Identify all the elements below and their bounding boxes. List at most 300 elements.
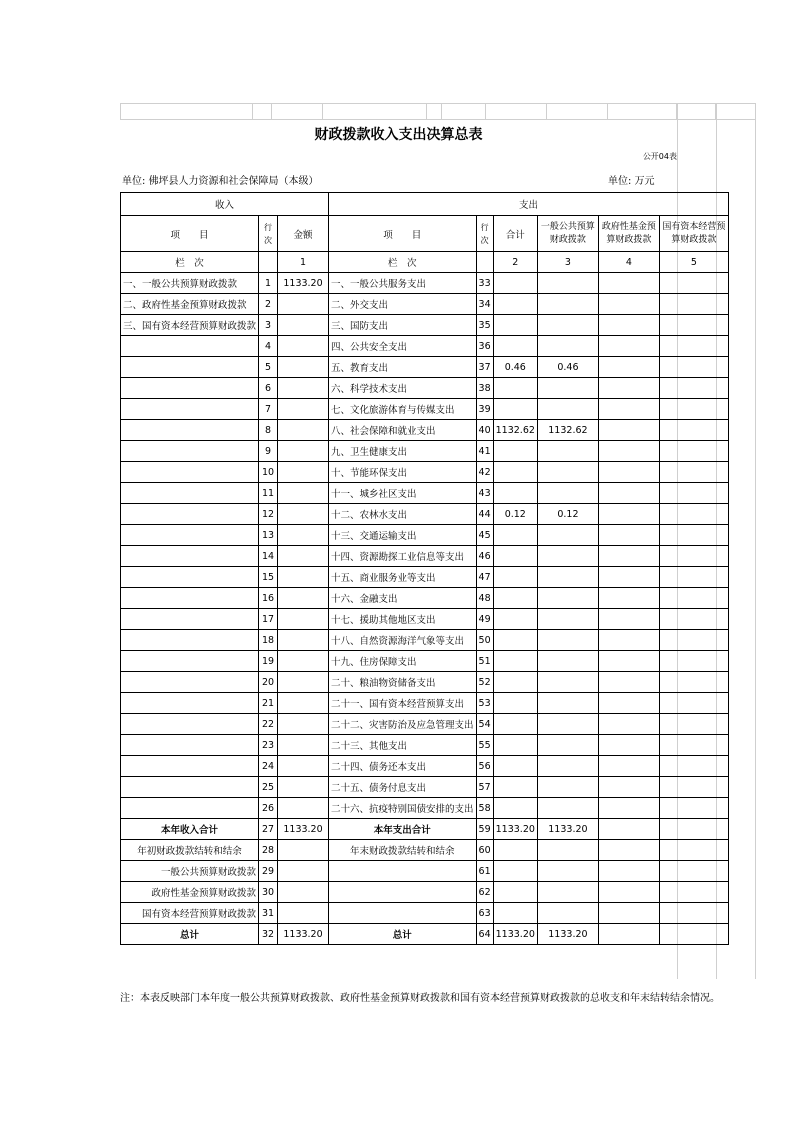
general-budget-amount (537, 483, 598, 504)
income-item (121, 546, 259, 567)
expense-line: 56 (476, 756, 493, 777)
state-capital-amount (659, 924, 728, 945)
income-line: 5 (259, 357, 278, 378)
state-capital-amount (659, 777, 728, 798)
expense-line: 64 (476, 924, 493, 945)
expense-item (329, 861, 477, 882)
income-item (121, 336, 259, 357)
col-number-2: 2 (493, 252, 537, 273)
grid-cell (547, 103, 608, 120)
expense-item: 二十三、其他支出 (329, 735, 477, 756)
income-line: 7 (259, 399, 278, 420)
income-amount (278, 336, 329, 357)
income-item (121, 756, 259, 777)
grid-cell (253, 103, 272, 120)
income-item-header: 项 目 (121, 216, 259, 252)
expense-line: 33 (476, 273, 493, 294)
state-capital-amount (659, 609, 728, 630)
empty-cell (476, 252, 493, 273)
state-capital-amount (659, 714, 728, 735)
income-item (121, 378, 259, 399)
general-budget-amount: 1133.20 (537, 819, 598, 840)
col-number-3: 3 (537, 252, 598, 273)
state-capital-amount (659, 357, 728, 378)
general-budget-amount (537, 630, 598, 651)
total-amount: 1133.20 (493, 924, 537, 945)
total-amount (493, 441, 537, 462)
table-row (121, 357, 729, 378)
income-amount-header: 金额 (278, 216, 329, 252)
general-budget-amount (537, 861, 598, 882)
gov-fund-amount (598, 630, 659, 651)
expense-item: 二十五、债务付息支出 (329, 777, 477, 798)
income-amount (278, 714, 329, 735)
income-line: 8 (259, 420, 278, 441)
grid-cell (486, 103, 547, 120)
table-row (121, 567, 729, 588)
expense-item: 十七、援助其他地区支出 (329, 609, 477, 630)
expense-line: 45 (476, 525, 493, 546)
total-amount: 1132.62 (493, 420, 537, 441)
total-amount (493, 273, 537, 294)
gov-fund-amount (598, 735, 659, 756)
expense-item: 十八、自然资源海洋气象等支出 (329, 630, 477, 651)
income-item (121, 504, 259, 525)
state-capital-amount (659, 903, 728, 924)
state-capital-amount (659, 630, 728, 651)
table-row (121, 441, 729, 462)
gov-fund-amount (598, 294, 659, 315)
income-item: 本年收入合计 (121, 819, 259, 840)
general-budget-amount (537, 714, 598, 735)
expense-line: 53 (476, 693, 493, 714)
gov-fund-amount (598, 378, 659, 399)
income-amount (278, 588, 329, 609)
income-item: 年初财政拨款结转和结余 (121, 840, 259, 861)
income-line: 13 (259, 525, 278, 546)
income-amount (278, 357, 329, 378)
total-amount (493, 861, 537, 882)
income-amount (278, 777, 329, 798)
total-amount (493, 546, 537, 567)
top-empty-grid-row (120, 103, 756, 120)
income-amount (278, 378, 329, 399)
income-item: 一、一般公共预算财政拨款 (121, 273, 259, 294)
income-item: 政府性基金预算财政拨款 (121, 882, 259, 903)
income-line: 28 (259, 840, 278, 861)
general-budget-amount (537, 735, 598, 756)
total-amount: 0.46 (493, 357, 537, 378)
income-item (121, 567, 259, 588)
income-line: 18 (259, 630, 278, 651)
state-capital-amount (659, 483, 728, 504)
expense-line: 48 (476, 588, 493, 609)
gov-fund-amount (598, 504, 659, 525)
gov-fund-amount (598, 756, 659, 777)
income-item (121, 441, 259, 462)
income-amount (278, 462, 329, 483)
income-item (121, 525, 259, 546)
total-amount (493, 777, 537, 798)
general-budget-amount (537, 567, 598, 588)
income-line: 6 (259, 378, 278, 399)
expense-item: 八、社会保障和就业支出 (329, 420, 477, 441)
income-amount (278, 651, 329, 672)
expense-item: 十一、城乡社区支出 (329, 483, 477, 504)
total-amount (493, 840, 537, 861)
gov-fund-amount (598, 399, 659, 420)
table-row (121, 924, 729, 945)
expense-item: 二十二、灾害防治及应急管理支出 (329, 714, 477, 735)
income-amount (278, 903, 329, 924)
table-row (121, 273, 729, 294)
total-amount (493, 756, 537, 777)
expense-line: 59 (476, 819, 493, 840)
expense-line: 47 (476, 567, 493, 588)
state-capital-amount (659, 651, 728, 672)
income-item (121, 357, 259, 378)
total-amount (493, 315, 537, 336)
expense-item: 二十六、抗疫特别国债安排的支出 (329, 798, 477, 819)
table-row (121, 294, 729, 315)
income-amount (278, 483, 329, 504)
income-line: 24 (259, 756, 278, 777)
expense-line: 54 (476, 714, 493, 735)
total-amount (493, 588, 537, 609)
gov-fund-amount (598, 609, 659, 630)
expense-line: 55 (476, 735, 493, 756)
table-row (121, 693, 729, 714)
gov-fund-amount (598, 525, 659, 546)
expense-item (329, 903, 477, 924)
income-line: 30 (259, 882, 278, 903)
income-amount (278, 882, 329, 903)
state-capital-amount (659, 693, 728, 714)
total-amount (493, 630, 537, 651)
total-amount: 0.12 (493, 504, 537, 525)
income-amount (278, 315, 329, 336)
expense-item: 二十一、国有资本经营预算支出 (329, 693, 477, 714)
gov-fund-amount (598, 336, 659, 357)
table-row (121, 546, 729, 567)
expense-line: 52 (476, 672, 493, 693)
expense-line: 38 (476, 378, 493, 399)
income-item: 三、国有资本经营预算财政拨款 (121, 315, 259, 336)
expense-item: 十九、住房保障支出 (329, 651, 477, 672)
page-title: 财政拨款收入支出决算总表 (314, 127, 483, 143)
state-capital-amount (659, 546, 728, 567)
expense-item: 十三、交通运输支出 (329, 525, 477, 546)
grid-cell (272, 103, 323, 120)
expense-line: 34 (476, 294, 493, 315)
gov-fund-amount (598, 462, 659, 483)
total-amount (493, 378, 537, 399)
income-item (121, 798, 259, 819)
table-row (121, 483, 729, 504)
income-line: 22 (259, 714, 278, 735)
table-row (121, 462, 729, 483)
income-line: 17 (259, 609, 278, 630)
total-amount (493, 672, 537, 693)
footnote: 注：本表反映部门本年度一般公共预算财政拨款、政府性基金预算财政拨款和国有资本经营预算财政拨款的总收支和年末结转结余情况。 (120, 993, 720, 1004)
expense-line: 43 (476, 483, 493, 504)
col-label-2: 栏 次 (329, 252, 477, 273)
total-amount (493, 714, 537, 735)
header-row-sections (121, 193, 729, 216)
expense-line: 41 (476, 441, 493, 462)
expense-item: 十、节能环保支出 (329, 462, 477, 483)
state-capital-amount (659, 672, 728, 693)
expense-line-header: 行次 (476, 216, 493, 252)
gov-fund-amount (598, 567, 659, 588)
general-budget-header: 一般公共预算财政拨款 (537, 216, 598, 252)
gov-fund-amount (598, 777, 659, 798)
income-amount (278, 735, 329, 756)
total-amount: 1133.20 (493, 819, 537, 840)
income-amount: 1133.20 (278, 924, 329, 945)
table-row (121, 819, 729, 840)
expense-line: 60 (476, 840, 493, 861)
expense-item: 三、国防支出 (329, 315, 477, 336)
expense-item: 十二、农林水支出 (329, 504, 477, 525)
general-budget-amount: 1132.62 (537, 420, 598, 441)
general-budget-amount (537, 378, 598, 399)
state-capital-amount (659, 798, 728, 819)
budget-table (120, 192, 729, 945)
grid-cell (608, 103, 677, 120)
income-item (121, 462, 259, 483)
gov-fund-amount (598, 546, 659, 567)
general-budget-amount (537, 273, 598, 294)
gov-fund-amount (598, 903, 659, 924)
income-line: 21 (259, 693, 278, 714)
gov-fund-amount (598, 861, 659, 882)
income-line: 16 (259, 588, 278, 609)
income-amount (278, 798, 329, 819)
expense-line: 51 (476, 651, 493, 672)
income-line: 32 (259, 924, 278, 945)
expense-line: 57 (476, 777, 493, 798)
income-item (121, 735, 259, 756)
grid-cell (120, 103, 253, 120)
total-amount (493, 651, 537, 672)
income-amount (278, 504, 329, 525)
general-budget-amount (537, 462, 598, 483)
expense-item: 九、卫生健康支出 (329, 441, 477, 462)
income-item (121, 399, 259, 420)
income-amount (278, 861, 329, 882)
general-budget-amount (537, 756, 598, 777)
total-amount (493, 693, 537, 714)
income-line: 4 (259, 336, 278, 357)
expense-item: 六、科学技术支出 (329, 378, 477, 399)
income-amount (278, 567, 329, 588)
table-row (121, 336, 729, 357)
table-row (121, 777, 729, 798)
expense-item: 二十四、债务还本支出 (329, 756, 477, 777)
general-budget-amount (537, 777, 598, 798)
table-row (121, 861, 729, 882)
general-budget-amount (537, 672, 598, 693)
general-budget-amount (537, 882, 598, 903)
expense-line: 44 (476, 504, 493, 525)
general-budget-amount: 1133.20 (537, 924, 598, 945)
state-capital-amount (659, 294, 728, 315)
form-code: 公开04表 (642, 152, 677, 161)
gov-fund-amount (598, 651, 659, 672)
income-line: 1 (259, 273, 278, 294)
col-number-5: 5 (659, 252, 728, 273)
gov-fund-header: 政府性基金预算财政拨款 (598, 216, 659, 252)
col-label: 栏 次 (121, 252, 259, 273)
total-header: 合计 (493, 216, 537, 252)
state-capital-amount (659, 588, 728, 609)
gov-fund-amount (598, 882, 659, 903)
expense-item: 年末财政拨款结转和结余 (329, 840, 477, 861)
income-line: 9 (259, 441, 278, 462)
income-amount (278, 630, 329, 651)
income-amount (278, 294, 329, 315)
state-capital-amount (659, 882, 728, 903)
expense-line: 62 (476, 882, 493, 903)
general-budget-amount (537, 546, 598, 567)
expense-line: 58 (476, 798, 493, 819)
table-row (121, 504, 729, 525)
gov-fund-amount (598, 819, 659, 840)
income-header: 收入 (121, 193, 329, 216)
table-row (121, 798, 729, 819)
header-row-columns (121, 216, 729, 252)
income-line: 27 (259, 819, 278, 840)
general-budget-amount (537, 588, 598, 609)
income-line: 23 (259, 735, 278, 756)
gov-fund-amount (598, 588, 659, 609)
general-budget-amount (537, 903, 598, 924)
table-row (121, 903, 729, 924)
state-capital-amount (659, 567, 728, 588)
expense-line: 36 (476, 336, 493, 357)
expense-header: 支出 (329, 193, 729, 216)
state-capital-amount (659, 378, 728, 399)
grid-cell (427, 103, 442, 120)
income-line: 15 (259, 567, 278, 588)
income-line: 20 (259, 672, 278, 693)
general-budget-amount (537, 840, 598, 861)
income-item (121, 420, 259, 441)
expense-item (329, 882, 477, 903)
state-capital-amount (659, 735, 728, 756)
table-row (121, 525, 729, 546)
income-line: 19 (259, 651, 278, 672)
income-amount (278, 840, 329, 861)
expense-line: 46 (476, 546, 493, 567)
expense-line: 61 (476, 861, 493, 882)
income-amount (278, 441, 329, 462)
general-budget-amount (537, 525, 598, 546)
state-capital-amount (659, 441, 728, 462)
general-budget-amount (537, 315, 598, 336)
col-number-1: 1 (278, 252, 329, 273)
table-row (121, 399, 729, 420)
table-row (121, 378, 729, 399)
general-budget-amount (537, 693, 598, 714)
income-amount (278, 672, 329, 693)
table-row (121, 756, 729, 777)
table-row (121, 420, 729, 441)
expense-item: 二、外交支出 (329, 294, 477, 315)
table-row (121, 735, 729, 756)
expense-line: 50 (476, 630, 493, 651)
income-item (121, 777, 259, 798)
gov-fund-amount (598, 840, 659, 861)
income-amount (278, 609, 329, 630)
income-amount (278, 525, 329, 546)
income-line: 2 (259, 294, 278, 315)
income-line: 31 (259, 903, 278, 924)
income-item (121, 693, 259, 714)
expense-line: 42 (476, 462, 493, 483)
state-capital-amount (659, 420, 728, 441)
expense-item: 五、教育支出 (329, 357, 477, 378)
col-number-4: 4 (598, 252, 659, 273)
expense-item: 本年支出合计 (329, 819, 477, 840)
income-item (121, 588, 259, 609)
total-amount (493, 399, 537, 420)
total-amount (493, 609, 537, 630)
expense-line: 63 (476, 903, 493, 924)
income-line-header: 行次 (259, 216, 278, 252)
gov-fund-amount (598, 924, 659, 945)
table-row (121, 882, 729, 903)
expense-line: 37 (476, 357, 493, 378)
general-budget-amount: 0.46 (537, 357, 598, 378)
expense-line: 35 (476, 315, 493, 336)
expense-item: 一、一般公共服务支出 (329, 273, 477, 294)
income-line: 14 (259, 546, 278, 567)
gov-fund-amount (598, 714, 659, 735)
state-capital-amount (659, 462, 728, 483)
general-budget-amount (537, 294, 598, 315)
empty-cell (259, 252, 278, 273)
total-amount (493, 882, 537, 903)
grid-cell (323, 103, 427, 120)
state-capital-amount (659, 756, 728, 777)
gov-fund-amount (598, 420, 659, 441)
currency-unit: 单位: 万元 (608, 176, 655, 187)
expense-item: 七、文化旅游体育与传媒支出 (329, 399, 477, 420)
state-capital-header: 国有资本经营预算财政拨款 (659, 216, 728, 252)
income-amount (278, 420, 329, 441)
expense-item: 十四、资源勘探工业信息等支出 (329, 546, 477, 567)
income-item (121, 651, 259, 672)
expense-item: 四、公共安全支出 (329, 336, 477, 357)
income-item (121, 630, 259, 651)
total-amount (493, 903, 537, 924)
general-budget-amount (537, 336, 598, 357)
income-item (121, 714, 259, 735)
general-budget-amount (537, 651, 598, 672)
expense-item: 二十、粮油物资储备支出 (329, 672, 477, 693)
expense-item: 十六、金融支出 (329, 588, 477, 609)
general-budget-amount (537, 441, 598, 462)
state-capital-amount (659, 819, 728, 840)
state-capital-amount (659, 315, 728, 336)
state-capital-amount (659, 861, 728, 882)
income-line: 11 (259, 483, 278, 504)
grid-cell (442, 103, 486, 120)
income-item (121, 672, 259, 693)
total-amount (493, 567, 537, 588)
